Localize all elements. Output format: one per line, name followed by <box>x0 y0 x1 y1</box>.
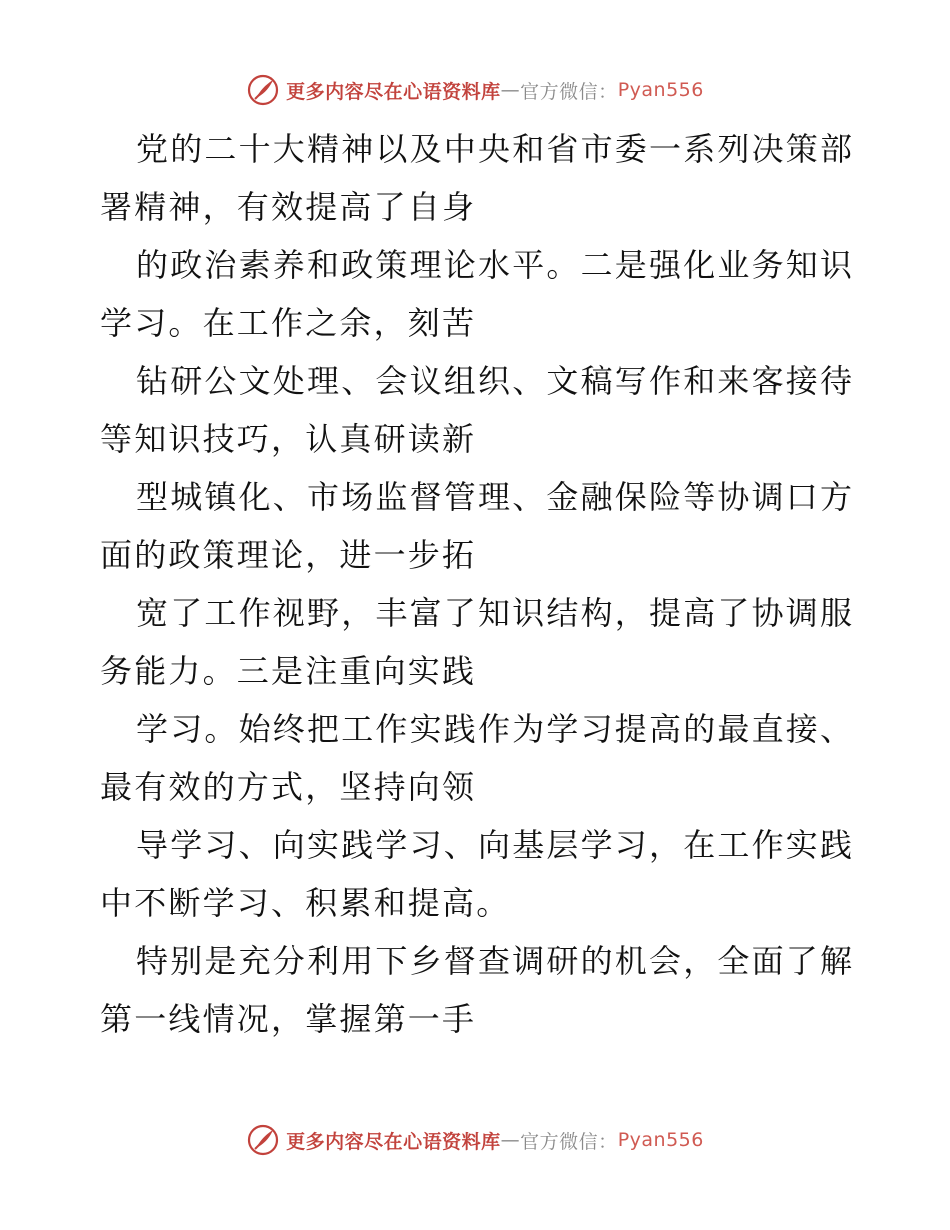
footer-watermark <box>0 1120 950 1160</box>
text-line: 署精神，有效提高了自身 <box>100 188 477 226</box>
watermark-wechat-label: 官方微信： <box>520 80 618 103</box>
text-line: 特别是充分利用下乡督查调研的机会，全面了解 <box>136 942 855 980</box>
watermark-main-text: 更多内容尽在心语资料库 <box>286 1130 501 1153</box>
watermark-wechat-id: Pyan556 <box>617 1129 704 1151</box>
text-line: 中不断学习、积累和提高。 <box>100 884 511 922</box>
text-line: 学习。始终把工作实践作为学习提高的最直接、 <box>136 710 855 748</box>
header-watermark <box>0 70 950 110</box>
feather-pen-logo-icon <box>246 1123 280 1157</box>
watermark-separator: — <box>500 1129 521 1151</box>
text-line: 面的政策理论，进一步拓 <box>100 536 477 574</box>
text-line: 宽了工作视野，丰富了知识结构，提高了协调服 <box>136 594 855 632</box>
text-line: 钻研公文处理、会议组织、文稿写作和来客接待 <box>136 362 855 400</box>
text-line: 第一线情况，掌握第一手 <box>100 1000 477 1038</box>
text-line: 的政治素养和政策理论水平。二是强化业务知识 <box>136 246 855 284</box>
watermark-separator: — <box>500 79 521 101</box>
text-line: 党的二十大精神以及中央和省市委一系列决策部 <box>136 130 855 168</box>
text-line: 最有效的方式，坚持向领 <box>100 768 477 806</box>
watermark-wechat-id: Pyan556 <box>617 79 704 101</box>
text-line: 学习。在工作之余，刻苦 <box>100 304 477 342</box>
text-line: 导学习、向实践学习、向基层学习，在工作实践 <box>136 826 855 864</box>
text-line: 等知识技巧，认真研读新 <box>100 420 477 458</box>
feather-pen-logo-icon <box>246 73 280 107</box>
text-line: 型城镇化、市场监督管理、金融保险等协调口方 <box>136 478 855 516</box>
watermark-main-text: 更多内容尽在心语资料库 <box>286 80 501 103</box>
watermark-wechat-label: 官方微信： <box>520 1130 618 1153</box>
text-line: 务能力。三是注重向实践 <box>100 652 477 690</box>
document-body <box>100 120 860 1048</box>
